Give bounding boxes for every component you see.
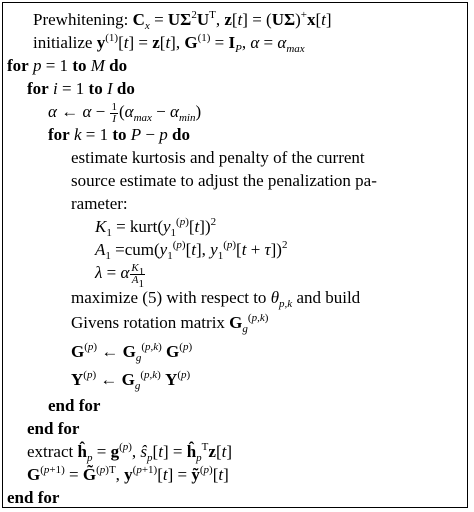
algorithm-line: α ← α − $\frac{1}{I}$ $(\alpha_{max} - \alpha_{min})$ bbox=[48, 100, 202, 125]
algorithm-line: extract $ĥ_p = g^{(p)}$, $ŝ_p[t]$ = $ĥ_p^Tz[t]$ bbox=[27, 441, 233, 464]
algorithm-line: Prewhitening: $C_x = U\Sigma^2U^T$, z[t] = (UΣ)+x[t] bbox=[33, 9, 332, 32]
algorithm-line: end for bbox=[48, 396, 101, 415]
algorithm-line: for p = 1 to M do bbox=[7, 56, 128, 75]
algorithm-line: $G^{(p)}$ ← $G_g^{(p,k)}$ $G^{(p)}$ bbox=[71, 341, 193, 364]
algorithm-line: for i = 1 to I do bbox=[27, 79, 135, 98]
algorithm-line: Givens rotation matrix $G_g^{(p,k)}$ bbox=[71, 312, 269, 335]
algorithm-line: estimate kurtosis and penalty of the current bbox=[71, 148, 365, 167]
algorithm-line: maximize (5) with respect to $\theta_{p,k}$ and build bbox=[71, 288, 361, 310]
algorithm-line: initialize $y^{(1)}[t] = z[t]$, $G^{(1)} = I_P$, $\alpha = \alpha_{max}$ bbox=[33, 32, 305, 55]
algorithm-line: source estimate to adjust the penalization pa- bbox=[71, 171, 377, 190]
algorithm-line: $G^{(p+1)}$ = G̃$^{(p)T}$, $y^{(p+1)}[t]$ = ỹ$^{(p)}$[t] bbox=[27, 464, 229, 484]
algorithm-line: $A_1 =cum(y_1^{(p)}[t]$, $y_1^{(p)}[t + \tau])^2$ bbox=[95, 239, 288, 262]
algorithm-box bbox=[2, 2, 468, 508]
algorithm-line: rameter: bbox=[71, 194, 128, 213]
algorithm-line: λ = α $\frac{K_1}{A_1}$ bbox=[95, 261, 145, 290]
algorithm-line: end for bbox=[27, 419, 80, 438]
algorithm-body bbox=[3, 3, 467, 507]
algorithm-line: for k = 1 to P − p do bbox=[48, 125, 190, 144]
algorithm-line: $Y^{(p)}$ ← $G_g^{(p,k)}$ $Y^{(p)}$ bbox=[71, 369, 191, 392]
algorithm-line: end for bbox=[7, 488, 60, 507]
algorithm-line: $K_1$ = $kurt(y_1^{(p)}[t])^2$ bbox=[95, 216, 217, 239]
